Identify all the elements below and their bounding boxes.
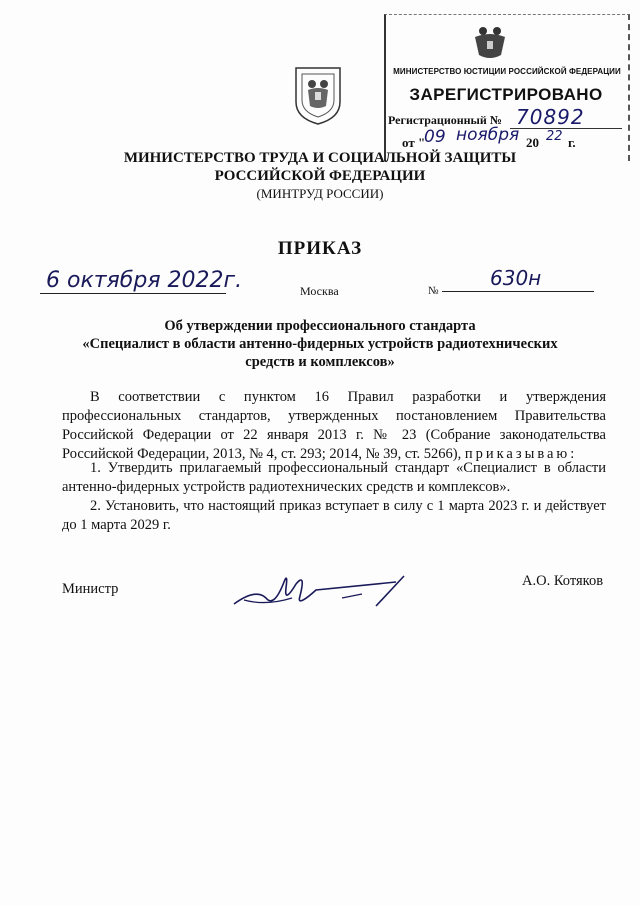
handwritten-signature <box>226 568 426 616</box>
stamp-reg-label: Регистрационный № <box>388 113 502 127</box>
subject-line2: «Специалист в области антенно-фидерных устройств радиотехнических <box>82 336 558 352</box>
paragraph-item-2: 2. Установить, что настоящий приказ вступает в силу с 1 марта 2023 г. и действует до 1 марта 2029 г. <box>62 498 606 533</box>
preamble-directive: приказываю: <box>464 446 578 462</box>
stamp-ministry-name: МИНИСТЕРСТВО ЮСТИЦИИ РОССИЙСКОЙ ФЕДЕРАЦИИ <box>393 67 621 76</box>
stamp-number-underline <box>510 128 622 129</box>
stamp-reg-number: 70892 <box>516 105 585 129</box>
ministry-abbreviation: (МИНТРУД РОССИИ) <box>256 186 384 201</box>
stamp-date-month: ноября <box>456 125 520 145</box>
signatory-name: А.О. Котяков <box>522 573 604 589</box>
coat-of-arms-emblem <box>288 62 348 126</box>
stamp-date-year: 22 <box>546 129 563 144</box>
subject-line1: Об утверждении профессионального стандарта <box>164 318 476 334</box>
stamp-status: ЗАРЕГИСТРИРОВАНО <box>409 85 603 104</box>
stamp-date-year-suffix: г. <box>568 135 576 150</box>
stamp-date-prefix: от " <box>402 135 426 150</box>
stamp-date-year-prefix: 20 <box>526 135 539 150</box>
stamp-eagle-icon <box>470 21 510 63</box>
paragraph-preamble <box>62 388 606 464</box>
handwritten-order-number: 630н <box>490 266 542 290</box>
ministry-title-line2: РОССИЙСКОЙ ФЕДЕРАЦИИ <box>214 168 426 184</box>
subject-line3: средств и комплексов» <box>245 354 395 370</box>
stamp-date-day: 09 <box>424 127 446 147</box>
document-type-title: ПРИКАЗ <box>277 238 363 259</box>
paragraph-item-1: 1. Утвердить прилагаемый профессиональный стандарт «Специалист в области антенно-фидерных устройств радиотехнических средств и комплексов». <box>62 460 606 495</box>
city: Москва <box>300 284 339 298</box>
handwritten-date: 6 октября 2022г. <box>46 268 243 293</box>
number-underline <box>442 291 594 292</box>
preamble-text: В соответствии с пунктом 16 Правил разработки и утверждения профессиональных стандартов, утвержденных постановлением Правительства Российской Федерации от 22 января 2013 г. № 23 (Собрание законодательства Российской Федерации, 2013, № 4, ст. 293; 2014, № 39, ст. 5266), <box>62 389 606 462</box>
signatory-position: Министр <box>62 581 119 597</box>
number-sign: № <box>428 285 439 297</box>
ministry-title-line1: МИНИСТЕРСТВО ТРУДА И СОЦИАЛЬНОЙ ЗАЩИТЫ <box>123 150 517 166</box>
registration-stamp <box>384 14 630 161</box>
date-underline <box>40 293 226 294</box>
